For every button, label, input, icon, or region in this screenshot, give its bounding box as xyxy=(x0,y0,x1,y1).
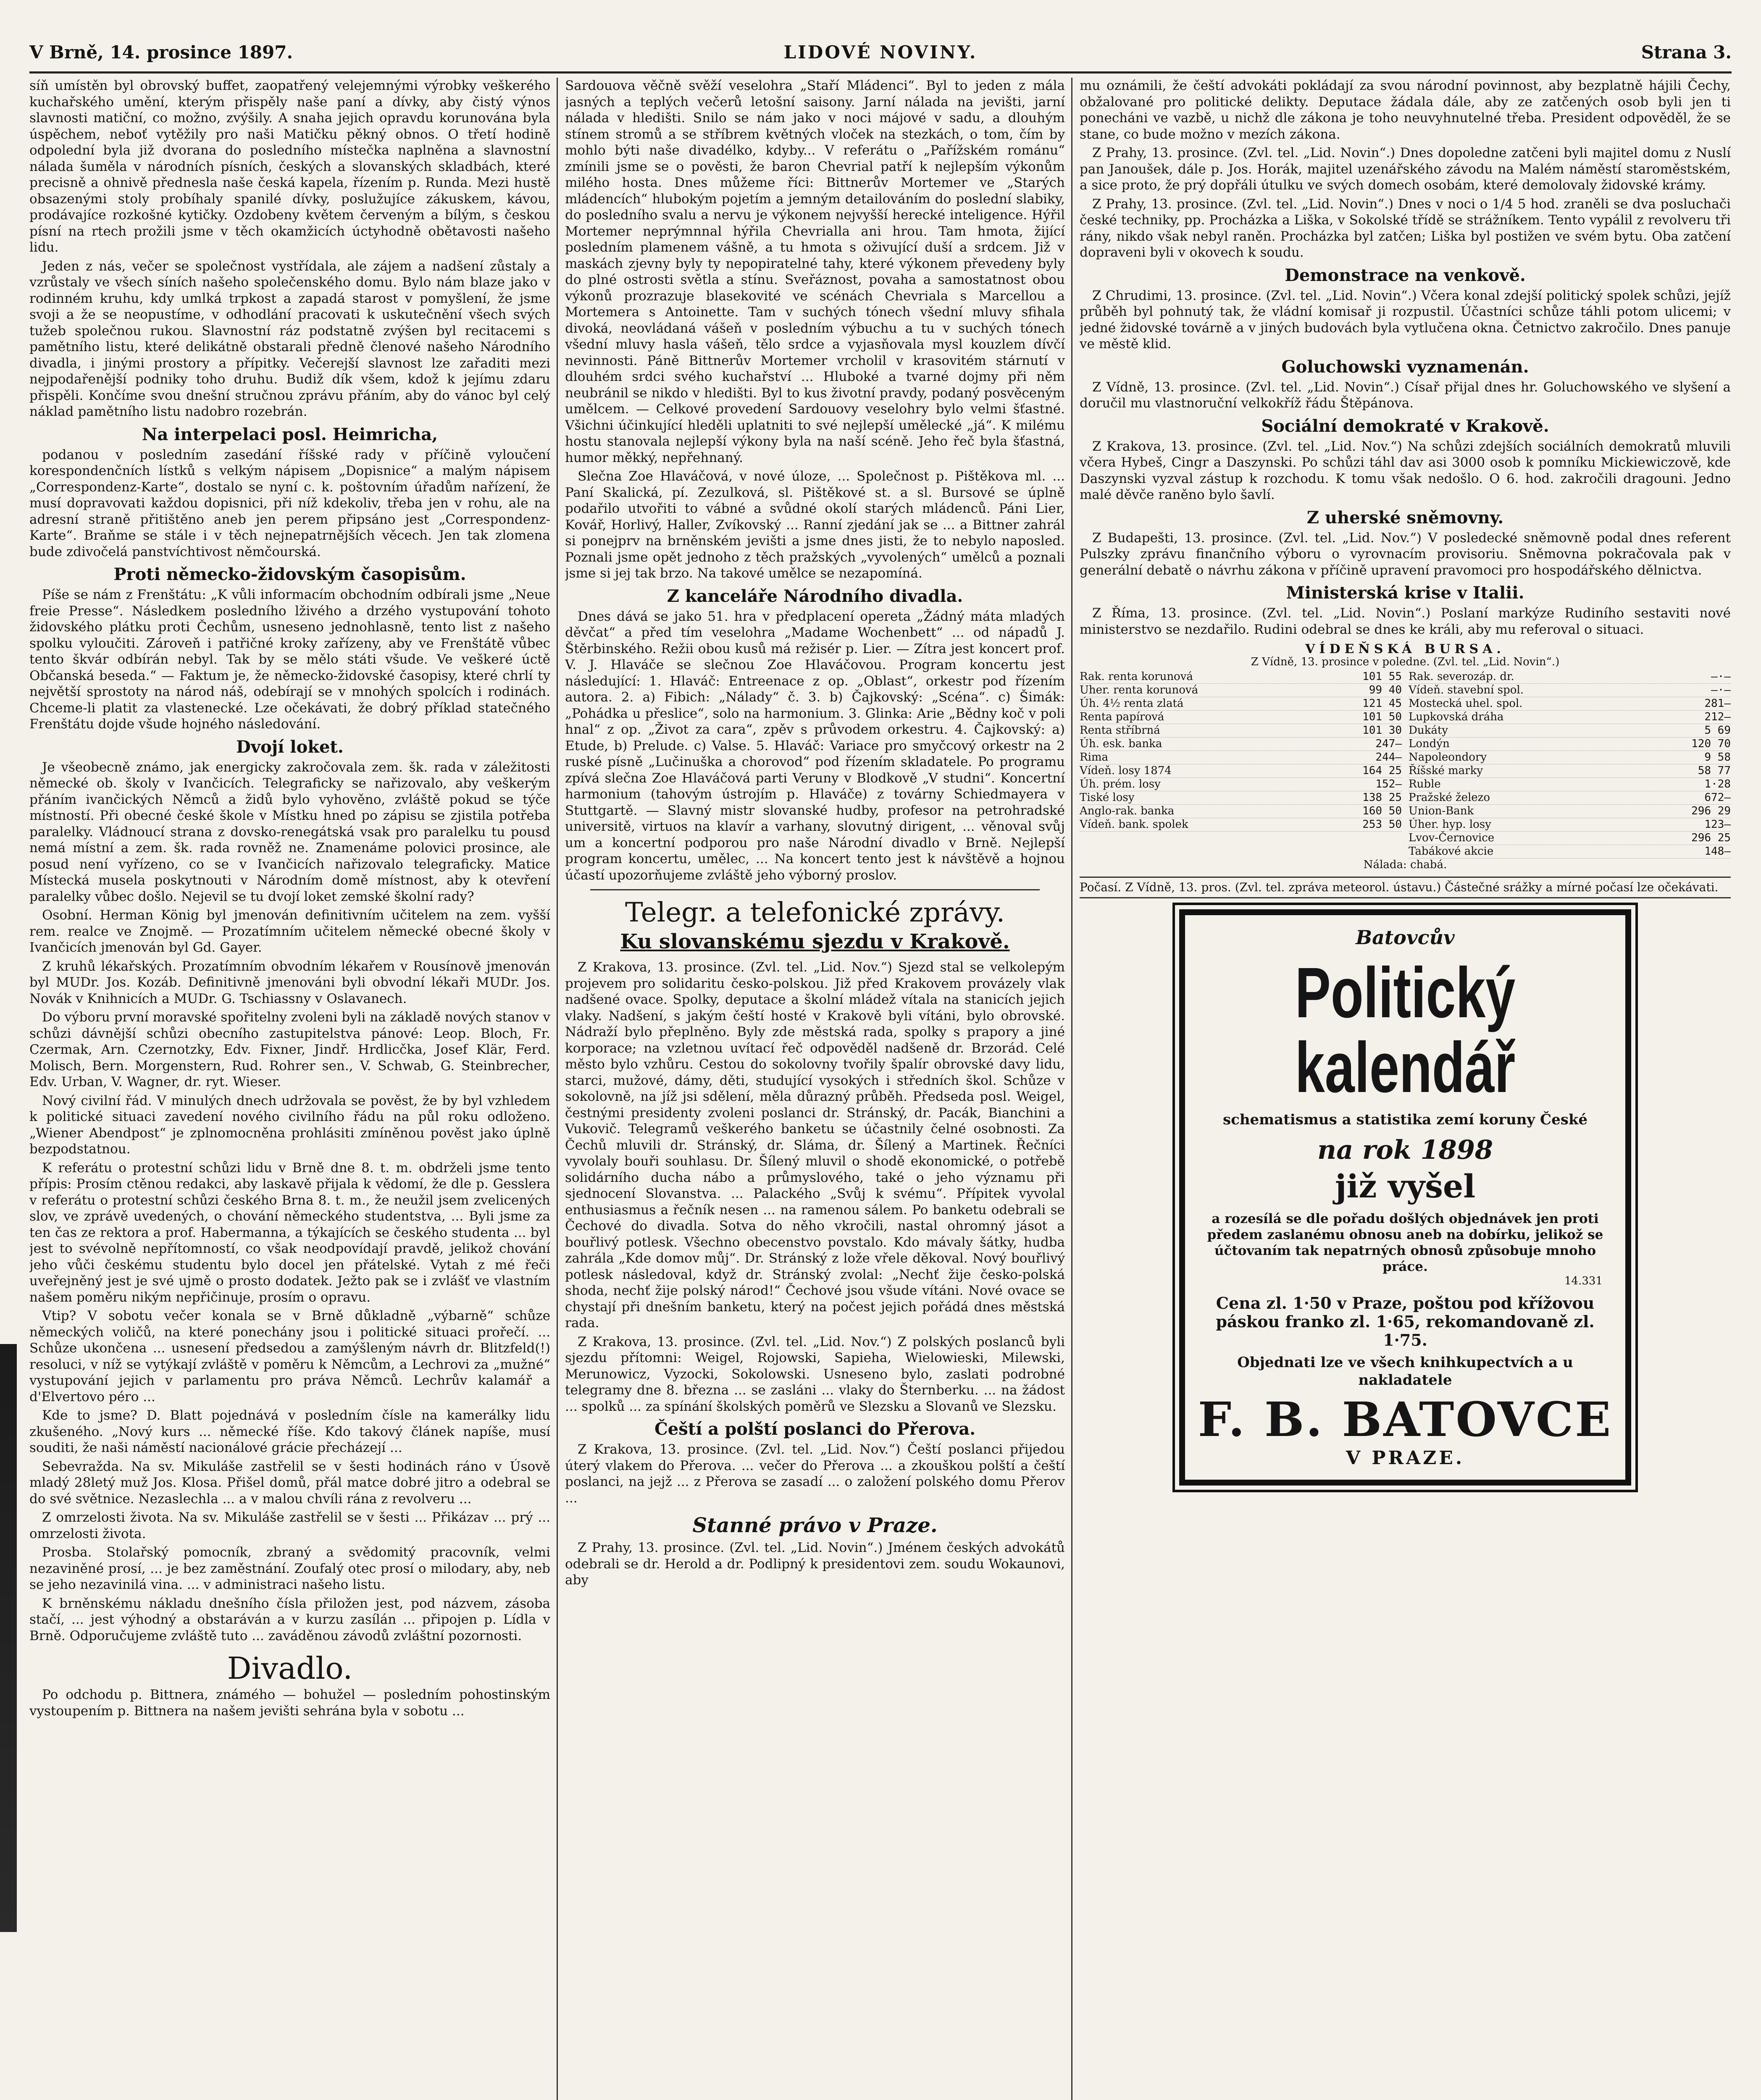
bursa-item-name: Renta papírová xyxy=(1080,711,1164,723)
article-paragraph: Z Prahy, 13. prosince. (Zvl. tel. „Lid. Novin“.) Dnes dopoledne zatčeni byli majitel domu z Nuslí pan Janoušek, dále p. Jos. Horák, majitel uzenářského závodu na Malém náměstí staroměstském, a sice proto, že prý dopřáli útulku ve svých domech osobám, které demolovaly židovské krámy. xyxy=(1080,145,1731,193)
article-heading: Goluchowski vyznamenán. xyxy=(1281,357,1529,377)
article-paragraph: Je všeobecně známo, jak energicky zakročovala zem. šk. rada v záležitosti německé ob. školy v Ivančicích. Telegraficky se nařizovalo, aby veškerým přáním ivančických Němců a židů bylo vyhověno, zvláště pokud se týče místností. Při obecné české škole v Místku hned po zápisu se zjistila potřeba paralelky. Vládnoucí strana z dovsko-renegátská vsak pro paralelku tu pousd nemá místní a zem. šk. rada rovněž ne. Znamenáme polovici prosince, ale posud není vyřízeno, co se v Ivančicích nařizovalo telegraficky. Matice Místecká musela poskytnouti v Národním domě místnost, aby k otevření paralelky vůbec došlo. Nejevil se tu dvojí loket zemské školní rady? xyxy=(29,759,550,904)
bursa-item-value: 121 45 xyxy=(1362,697,1402,710)
bursa-item-name: Lupkovská dráha xyxy=(1409,711,1504,723)
bursa-row xyxy=(1409,764,1731,778)
ad-reference-number: 14.331 xyxy=(1564,1275,1603,1287)
news-item: Prosba. Stolařský pomocník, zbraný a svědomitý pracovník, velmi nezaviněné prosí, ... je bez zaměstnání. Zoufalý otec prosí o milodary, aby, neb se jeho nezavinilá vina. ... v administraci našeho listu. xyxy=(29,1545,550,1592)
bursa-item-value: 296 29 xyxy=(1691,805,1731,817)
bursa-row xyxy=(1409,805,1731,818)
bursa-item-name: Napoleondory xyxy=(1409,751,1487,764)
bursa-row xyxy=(1080,711,1402,724)
bursa-item-value: 9 58 xyxy=(1704,751,1731,764)
ad-year: na rok 1898 xyxy=(1317,1134,1493,1165)
bursa-item-name: Ruble xyxy=(1409,778,1441,790)
ad-terms: a rozesílá se dle pořadu došlých objednávek jen proti předem zaslanému obnosu aneb na dobírku, jelikož se účtovaním tak nepatrných obnosů způsobuje mnoho práce. xyxy=(1207,1211,1603,1274)
bursa-item-name: Dukáty xyxy=(1409,724,1448,737)
bursa-item-value: 281— xyxy=(1704,697,1731,710)
bursa-item-value: 1·28 xyxy=(1704,778,1731,790)
bursa-row xyxy=(1080,684,1402,697)
bursa-item-value: 5 69 xyxy=(1704,724,1731,737)
bursa-item-value: 101 50 xyxy=(1362,711,1402,723)
news-item: Z kruhů lékařských. Prozatímním obvodním lékařem v Rousínově jmenován byl MUDr. Jos. Kozáb. Definitivně jmenováni byli obvodní lékaři MUDr. Jos. Novák v Knihnicích a MUDr. G. Tschiassny v Oslavanech. xyxy=(29,958,550,1006)
bursa-row xyxy=(1409,751,1731,764)
ad-ordering: Objednati lze ve všech knihkupectvích a u nakladatele xyxy=(1237,1354,1573,1389)
article-heading: Demonstrace na venkově. xyxy=(1285,265,1526,285)
bursa-row xyxy=(1409,778,1731,791)
issue-date: V Brně, 14. prosince 1897. xyxy=(29,42,293,63)
bursa-row xyxy=(1409,738,1731,751)
ad-city: V PRAZE. xyxy=(1346,1447,1465,1469)
bursa-item-name: Vídeň. stavební spol. xyxy=(1409,684,1524,696)
column-divider xyxy=(557,78,558,2100)
bursa-item-value: 99 40 xyxy=(1369,684,1402,696)
bursa-row xyxy=(1409,845,1731,858)
article-paragraph: Sardouova věčně svěží veselohra „Staří Mládenci“. Byl to jeden z mála jasných a teplých večerů letošní saisony. Jarní nálada na jevišti, jarní nálada v hledišti. Snilo se nám jako v noci májové v sadu, a dlouhým stínem stromů a se stříbrem květných vloček na stezkách, o tom, čím by mohlo býti naše divadélko, kdyby... V referátu o „Pařížském románu“ zmínili jsme se o pověsti, že baron Chevrial patří k nejlepším výkonům milého hosta. Dnes můžeme říci: Bittnerův Mortemer ve „Starých mládencích“ hlubokým pojetím a jemným detailováním do poslední slabiky, do posledního svalu a nervu je výkonem nejvyšší herecké inteligence. Hýřil Mortemer neprýmnnal hýřila Chevrialla ani hrou. Tam hmota, žijící posledním plamenem vášně, a tu hmota s oživující duší a srdcem. Již v maskách zjevny byly ty nepopiratelné tahy, které výkonem převedeny byly do plné ostrosti světla a stínu. Sveřáznost, povaha a samostatnost obou výkonů prozrazuje blasekovité ve scénách Chevriala s Marcellou a Mortemera s Antoinette. Tam v suchých tónech všední mluvy sfihala divoká, neovládaná vášeň v posledním výbuchu a tu v suchých tónech všední mluvy hasla vášeň, tělo srdce a vyjasňovala mysl kouzlem dívčí nevinnosti. Páně Bittnerův Mortemer vrcholil v krasovitém stárnutí v dlouhém srdci svého kuchařství ... Hluboké a tvarné dojmy při něm neubránil se nikdo v hledišti. Byl to kus životní pravdy, podaný posvěceným umělcem. — Celkové provedení Sardouovy veselohry bylo velmi šťastné. Všichni účinkující hleděli uplatniti to své nejlepší umělecké „já“. K milému hostu stanovala nejlepší výkony byla na naší scéně. Jeho řeč byla šťastná, humor měkký, nepřehnaný. xyxy=(565,78,1065,465)
page-number: Strana 3. xyxy=(1641,42,1732,63)
bursa-item-value: —·— xyxy=(1711,670,1731,683)
bursa-row xyxy=(1080,818,1402,832)
bursa-item-value: 247— xyxy=(1375,738,1402,750)
binding-shadow xyxy=(0,1344,17,1932)
column-right xyxy=(1080,78,1731,2100)
bursa-item-name: Tiské losy xyxy=(1080,791,1135,804)
column-left xyxy=(29,78,550,2100)
bursa-row xyxy=(1409,711,1731,724)
news-item: Nový civilní řád. V minulých dnech udržovala se pověst, že by byl vzhledem k politické situaci zavedení nového civilního řádu na půl roku odloženo. „Wiener Abendpost“ je zplnomocněna prohlásiti zmíněnou pověst jako úplně bezpodstatnou. xyxy=(29,1093,550,1157)
bursa-item-name: Úh. prém. losy xyxy=(1080,778,1161,790)
article-paragraph: podanou v posledním zasedání říšské rady v příčině vyloučení korespondenčních lístků s velkým nápisem „Dopisnice“ a malým nápisem „Correspondenz-Karte“, dostalo se nyní c. k. poštovním úřadům nařízení, že musí dopravovati každou dopisnici, při níž kdekoliv, třeba jen v rohu, ale na adresní straně přitištěno aneb jen perem připsáno jest „Correspondenz-Karte“. Braňme se stále i v těch nejnepatrnějších věcech. Jen tak zlomena bude zdivočelá panstvíchtivost němčourská. xyxy=(29,447,550,559)
news-item: Osobní. Herman König byl jmenován definitivním učitelem na zem. vyšší rem. realce ve Znojmě. — Prozatímním učitelem německé obecné školy v Ivančicích jmenován byl Gd. Gayer. xyxy=(29,908,550,955)
article-paragraph: Slečna Zoe Hlaváčová, v nové úloze, ... Společnost p. Pištěkova ml. ... Paní Skalická, pí. Zezulková, sl. Pištěkové st. a sl. Bursové se úplně podařilo utvořiti to vábné a svůdné okolí starých mládenců. Páni Lier, Kovář, Horlivý, Haller, Zvíkovský ... Ranní zjedání jak se ... a Bittner zahrál si ponejprv na brněnském jevišti a jsme dnes jisti, že to nebylo naposled. Poznali jsme opět jednoho z těch pražských „vyvolených“ umělců a poznali jsme si jej tak brzo. Na takové umělce se nezapomíná. xyxy=(565,469,1065,581)
bursa-item-name: Tabákové akcie xyxy=(1409,845,1494,858)
article-paragraph: Z Vídně, 13. prosince. (Zvl. tel. „Lid. Novin“.) Císař přijal dnes hr. Goluchowského ve slyšení a doručil mu vlastnoruční velkokříž řádu Štěpánova. xyxy=(1080,379,1731,411)
ad-price: Cena zl. 1·50 v Praze, poštou pod křížovou páskou franko zl. 1·65, rekomandovaně zl. 1·75. xyxy=(1216,1294,1595,1349)
bursa-item-name: Úh. 4½ renta zlatá xyxy=(1080,697,1184,710)
bursa-row xyxy=(1080,738,1402,751)
calendar-advertisement xyxy=(1179,909,1631,1486)
article-heading: Ku slovanskému sjezdu v Krakově. xyxy=(620,930,1010,953)
article-heading: Sociální demokraté v Krakově. xyxy=(1261,416,1549,436)
bursa-column-left xyxy=(1080,670,1402,858)
bursa-item-name: Uher. renta korunová xyxy=(1080,684,1199,696)
article-paragraph: Z Krakova, 13. prosince. (Zvl. tel. „Lid. Nov.“) Z polských poslanců byli sjezdu přítomni: Weigel, Rojowski, Sapieha, Wielowieski, Milewski, Merunowicz, Vyzocki, Sokolowski. Usneseno bylo, zaslati podrobné telegramy dne 8. března ... se zasláni ... vlaky do Šternberku. ... na žádost ... spolků ... za spínání školských poměrů ve Slezsku a Slovanů ve Slezsku. xyxy=(565,1334,1065,1414)
bursa-item-value: 244— xyxy=(1375,751,1402,764)
bursa-row xyxy=(1409,724,1731,738)
bursa-title: VÍDEŇSKÁ BURSA. xyxy=(1305,642,1505,656)
article-heading: Z uherské sněmovny. xyxy=(1306,507,1504,528)
article-paragraph: Po odchodu p. Bittnera, známého — bohužel — posledním pohostinským vystoupením p. Bittnera na našem jevišti sehrána byla v sobotu ... xyxy=(29,1687,550,1719)
bursa-item-value: 672— xyxy=(1704,791,1731,804)
article-heading: Na interpelaci posl. Heimricha, xyxy=(142,424,438,444)
bursa-item-name: Vídeň. bank. spolek xyxy=(1080,818,1188,831)
bursa-mood: Nálada: chabá. xyxy=(1363,858,1447,871)
running-head xyxy=(29,38,1732,74)
bursa-item-value: 253 50 xyxy=(1362,818,1402,831)
article-paragraph: Dnes dává se jako 51. hra v předplacení opereta „Žádný máta mladých děvčat“ a před tím veselohra „Madame Wochenbett“ ... od nápadů J. Štěrbinského. Režii obou kusů má režisér p. Lier. — Zítra jest koncert prof. V. J. Hlaváče se slečnou Zoe Hlaváčovou. Program koncertu jest následující: 1. Hlaváč: Entreenace z op. „Oblast“, orkestr pod řízením autora. 2. a) Fibich: „Nálady“ č. 3. b) Čajkovský: „Scéna“. c) Šimák: „Pohádka u přeslice“, solo na harmonium. 3. Glinka: Arie „Bědny koč v poli hnal“ z op. „Život za cara“, zpěv s průvodem orkestru. 4. Čajkovský: a) Etude, b) Prelude. c) Valse. 5. Hlaváč: Variace pro smyčcový orkestr na 2 ruské písně „Lučinuška a chorovod“ pod řízením skladatele. Po programu zpívá slečna Zoe Hlaváčová parti Veruny v Blodkově „V studni“. Koncertní harmonium (tahovým ústrojím p. Hlaváče) z továrny Schiedmayera v Stuttgartě. — Slavný mistr slovanské hudby, profesor na petrohradské universitě, virtuos na klavír a varhany, slovutný dirigent, ... věnoval svůj um a koncertní podporou pro naše Národní divadlo v Brně. Nejlepší program koncertu, umělec, ... Na koncert tento jest k návštěvě a hojnou účastí upozorňujeme zvláště jeho výborný proslov. xyxy=(565,609,1065,883)
news-item: Z omrzelosti života. Na sv. Mikuláše zastřelil se v šesti ... Přikázav ... prý ... omrzelosti života. xyxy=(29,1510,550,1541)
weather-report: Počasí. Z Vídně, 13. pros. (Zvl. tel. zpráva meteorol. ústavu.) Částečné srážky a mírné počasí lze očekávati. xyxy=(1080,877,1731,898)
bursa-item-name: Říšské marky xyxy=(1409,764,1483,777)
bursa-item-name: Mostecká uhel. spol. xyxy=(1409,697,1523,710)
bursa-column-right xyxy=(1409,670,1731,858)
ad-title-line1: Politický xyxy=(1295,953,1516,1033)
article-paragraph: Z Krakova, 13. prosince. (Zvl. tel. „Lid. Nov.“) Na schůzi zdejších sociálních demokratů mluvili včera Hybeš, Cingr a Daszynski. Po schůzi táhl dav asi 3000 osob k pomníku Mickiewiczově, kde Daszynski vyzval zástup k rozchodu. K tomu však nedošlo. O 6. hod. zakročili dragouni. Jedno malé děvče raněno bylo šavlí. xyxy=(1080,438,1731,502)
bursa-row xyxy=(1080,670,1402,684)
bursa-row xyxy=(1409,832,1731,845)
article-paragraph: síň umístěn byl obrovský buffet, zaopatřený velejemnými výrobky veškerého kuchařského umění, kterým přispěly naše paní a dívky, aby čistý výnos slavnosti matiční, co možno, zvýšily. A snaha jejich opravdu korunována byla úspěchem, neboť vytěžily pro naši Matičku pěkný obnos. O třetí hodině odpolední byla již dvorana do posledního místečka naplněna a slavnostní nálada šuměla v národních písních, českých a slovanských skladbách, které precisně a ohnivě přednesla naše česká kapela, řízením p. Runda. Mezi hustě obsazenými stoly probíhaly spanilé dívky, poslužujíce zákuskem, kávou, prodávajíce rozkošné kytičky. Ozdobeny květem červeným a bílým, s českou písní na rtech prožili jsme v těch okamžicích úctyhodně obětavosti našeho lidu. xyxy=(29,78,550,255)
article-paragraph: Z Chrudimi, 13. prosince. (Zvl. tel. „Lid. Novin“.) Včera konal zdejší politický spolek schůzi, jejíž průběh byl pohnutý tak, že vládní komisař ji rozpustil. Účastníci schůze táhli potom ulicemi; v jedné židovské továrně a v jiných budovách byla vytlučena okna. Četnictvo zakročilo. Dnes panuje ve městě klid. xyxy=(1080,288,1731,352)
bursa-row xyxy=(1080,751,1402,764)
masthead-title: LIDOVÉ NOVINY. xyxy=(783,42,978,63)
bursa-row xyxy=(1080,778,1402,791)
stock-exchange-table xyxy=(1080,643,1731,872)
ad-released: již vyšel xyxy=(1335,1168,1476,1205)
section-heading-telegrams: Telegr. a telefonické zprávy. xyxy=(625,897,1005,928)
section-divider xyxy=(590,889,1040,890)
bursa-row xyxy=(1080,764,1402,778)
ad-publisher: F. B. BATOVCE xyxy=(1198,1392,1613,1447)
article-heading: Ministerská krise v Italii. xyxy=(1286,583,1524,603)
bursa-item-value: 164 25 xyxy=(1362,764,1402,777)
bursa-item-value: 296 25 xyxy=(1691,832,1731,844)
bursa-item-name: Renta stříbrná xyxy=(1080,724,1160,737)
bursa-item-value: 160 50 xyxy=(1362,805,1402,817)
article-paragraph: Z Prahy, 13. prosince. (Zvl. tel. „Lid. Novin“.) Dnes v noci o 1/4 5 hod. zraněli se dva posluchači české techniky, pp. Procházka a Liška, v Sokolské třídě se strážníkem. Tento vypálil z revolveru tři rány, nikdo však nebyl raněn. Procházka byl zatčen; Liška byl postižen ve svém bytu. Oba zatčení dopraveni byli v okovech k soudu. xyxy=(1080,196,1731,260)
ad-title-line2: kalendář xyxy=(1295,1028,1516,1108)
news-item: Do výboru první moravské spořitelny zvoleni byli na základě nových stanov v schůzi dávnější schůzi obecního zastupitelstva pánové: Leop. Bloch, Fr. Czermak, Arn. Czernotzky, Edv. Fixner, Jindř. Hrdlicčka, Josef Klär, Ferd. Molisch, Bern. Morgenstern, Rud. Rohrer sen., V. Schwab, G. Steinbrecher, Edv. Urban, V. Wagner, dr. ryt. Wieser. xyxy=(29,1010,550,1089)
news-item: K brněnskému nákladu dnešního čísla přiložen jest, pod názvem, zásoba stačí, ... jest výhodný a obstaráván a v kurzu zasílán ... připojen p. Lídla v Brně. Odporučujeme zvláště tuto ... zaváděnou závodů zvláštní pozornosti. xyxy=(29,1596,550,1643)
bursa-item-value: 138 25 xyxy=(1362,791,1402,804)
article-paragraph: Z Říma, 13. prosince. (Zvl. tel. „Lid. Novin“.) Poslaní markýze Rudiního sestaviti nové ministerstvo se nezdařilo. Rudini odebral se dnes ke králi, aby mu referoval o situaci. xyxy=(1080,606,1731,637)
bursa-item-value: 58 77 xyxy=(1698,764,1731,777)
bursa-row xyxy=(1409,818,1731,832)
article-heading: Čeští a polští poslanci do Přerova. xyxy=(654,1419,976,1439)
bursa-row xyxy=(1080,697,1402,711)
article-paragraph: Z Prahy, 13. prosince. (Zvl. tel. „Lid. Novin“.) Jménem českých advokátů odebrali se dr. Herold a dr. Podlipný k presidentovi zem. soudu Wokaunovi, aby xyxy=(565,1540,1065,1588)
article-heading: Proti německo-židovským časopisům. xyxy=(113,564,466,584)
bursa-item-value: 212— xyxy=(1704,711,1731,723)
bursa-row xyxy=(1080,791,1402,805)
section-heading-theatre: Divadlo. xyxy=(227,1651,353,1686)
bursa-row xyxy=(1409,791,1731,805)
bursa-item-name: Rak. severozáp. dr. xyxy=(1409,670,1514,683)
bursa-row xyxy=(1080,805,1402,818)
article-paragraph: Z Budapešti, 13. prosince. (Zvl. tel. „Lid. Nov.“) V posledecké sněmovně podal dnes referent Pulszky zprávu finančního výboru o vyrovnacím provisoriu. Sněmovna pokračovala pak v generální debatě o návrhu zákona v příčině upravení pravomoci pro hospodářského dělnictva. xyxy=(1080,530,1731,578)
bursa-item-value: 152— xyxy=(1375,778,1402,790)
bursa-item-name: Anglo-rak. banka xyxy=(1080,805,1175,817)
article-paragraph: Jeden z nás, večer se společnost vystřídala, ale zájem a nadšení zůstaly a vzrůstaly ve všech síních našeho společenského domu. Bylo nám blaze jako v rodinném kruhu, kdy umlká trpkost a zapadá starost v pomyšlení, že jsme svoji a že se neopustíme, v odhodlání pracovati k uskutečnění všech svých tužeb společnou rukou. Slavnostní ráz podstatně zvýšen byl recitacemi s pamětního listu, které delikátně obstarali předně členové našeho Národního divadla, i jinými prostory a přípitky. Večerejší slavnost lze zařaditi mezi nejpodařenější podniky toho druhu. Budiž dík všem, kdož k jejímu zdaru přispěli. Končíme svou dnešní stručnou zprávu přáním, aby do vánoc byl celý náklad pamětního listu nadobro rozebrán. xyxy=(29,258,550,419)
ad-publisher-name: Batovcův xyxy=(1356,926,1455,949)
bursa-item-value: 123— xyxy=(1704,818,1731,831)
bursa-item-name: Úh. esk. banka xyxy=(1080,738,1162,750)
bursa-row xyxy=(1080,724,1402,738)
column-middle xyxy=(565,78,1065,2100)
bursa-item-name: Londýn xyxy=(1409,738,1450,750)
bursa-subtitle: Z Vídně, 13. prosince v poledne. (Zvl. tel. „Lid. Novin“.) xyxy=(1251,656,1560,668)
bursa-item-name: Úher. hyp. losy xyxy=(1409,818,1491,831)
news-item: Vtip? V sobotu večer konala se v Brně důkladně „výbarně“ schůze německých voličů, na které ponechány jsou i politické situaci prořečí. ... Schůze ukončena ... usnesení předsedou a zamýšleným návrh dr. Blitzfeld(!) resoluci, v níž se vytýkají zvláště v poměru k Němcům, a Lechrovi za „mužné“ vystupování jejich v parlamentu pro práva Němců. Lechrův kalamář a d'Elvertovo péro ... xyxy=(29,1308,550,1404)
bursa-row xyxy=(1409,670,1731,684)
article-paragraph: Píše se nám z Frenštátu: „K vůli informacím obchodním odbírali jsme „Neue freie Presse“. Následkem posledního lživého a drzého vystupování tohoto židovského plátku proti Čechům, usneseno jednohlasně, tento list z našeho spolku vyloučiti. Zároveň i patřičné kroky zařízeny, aby ve Frenštátě vůbec tento škvár odbírán nebyl. Tak by se mělo státi všude. Ve veškeré úctě Občanská beseda.“ — Faktum je, že německo-židovské časopisy, které chrlí ty největší sprostoty na národ náš, odebírají se v mnohých spolcích i rodinách. Chceme-li platit za vlastenecké. Lze očekávati, že dobrý příklad statečného Frenštátu dojde všude hojného následování. xyxy=(29,587,550,732)
article-paragraph: mu oznámili, že čeští advokáti pokládají za svou národní povinnost, aby bezplatně hájili Čechy, obžalované pro politické delikty. Deputace žádala dále, aby ze zatčených osob byli jen ti ponecháni ve vazbě, u nichž dle zákona je toho neuvyhnutelné třeba. President odpověděl, že se stane, co bude možno v mezích zákona. xyxy=(1080,78,1731,142)
bursa-item-value: 101 55 xyxy=(1362,670,1402,683)
bursa-item-value: 148— xyxy=(1704,845,1731,858)
bursa-item-name: Pražské železo xyxy=(1409,791,1490,804)
bursa-row xyxy=(1409,697,1731,711)
bursa-row xyxy=(1409,684,1731,697)
bursa-item-value: 101 30 xyxy=(1362,724,1402,737)
ad-subtitle: schematismus a statistika zemí koruny České xyxy=(1222,1111,1588,1128)
bursa-item-value: 120 70 xyxy=(1691,738,1731,750)
article-paragraph: Z Krakova, 13. prosince. (Zvl. tel. „Lid. Nov.“) Sjezd stal se velkolepým projevem pro solidaritu česko-polskou. Již před Krakovem provázely vlak nadšené ovace. Spolky, deputace a školní mládež vítala na stanicích jejich vlaky. Nadšení, s jakým čeští hosté v Krakově byli vítáni, bylo obrovské. Nádraží bylo přeplněno. Byly zde městská rada, spolky s prapory a jiné korporace; na vzletnou uvítací řeč odpověděl nadšeně dr. Brzorád. Celé město bylo vzhůru. Cestou do sokolovny tvořily špalír obrovské davy lidu, starci, mužové, dámy, děti, studující vysokých i středních škol. Schůze v sokolovně, na jíž jsi sdělení, měla důrazný průběh. Předseda posl. Weigel, čestnými presidenty zvoleni poslanci dr. Stránský, dr. Pacák, Bianchini a Vukovič. Telegramů veškerého banketu se účastnily čelné osobnosti. Za Čechů mluvili dr. Stránský, dr. Sláma, dr. Šílený a Martinek. Řečníci vyvolaly bouři souhlasu. Dr. Šílený mluvil o shodě ekonomické, o potřebě solidárního ducha nábo a průmyslového, také o jeho významu při sjednocení Slovanstva. ... Palackého „Svůj k svému“. Přípitek vyvolal enthusiasmus a řečník nesen ... na ramenou sálem. Po banketu odebrali se Čechové do divadla. Sotva do něho vkročili, nastal ohromný jásot a bouřlivý potlesk. Všechno obecenstvo povstalo. Kdo mávaly šátky, hudba zahrála „Kde domov můj“. Dr. Stránský z lože vřele děkoval. Nový bouřlivý potlesk následoval, když dr. Stránský zvolal: „Nechť žije česko-polská shoda, nechť žije polský národ!“ Čechové jsou všude vítáni. Nové ovace se chystají při dnešním banketu, který na počest jejich pořádá dnes městská rada. xyxy=(565,960,1065,1331)
bursa-item-value: —·— xyxy=(1711,684,1731,696)
bursa-item-name: Lvov-Černovice xyxy=(1409,832,1495,844)
article-heading: Dvojí loket. xyxy=(236,737,344,757)
bursa-item-name: Rak. renta korunová xyxy=(1080,670,1193,683)
article-paragraph: Z Krakova, 13. prosince. (Zvl. tel. „Lid. Nov.“) Čeští poslanci přijedou úterý vlakem do Přerova. ... večer do Přerova ... a zkouškou polští a čeští poslanci, na jejž ... z Přerova se zasadí ... o založení polského domu Přerov ... xyxy=(565,1442,1065,1506)
news-item: Kde to jsme? D. Blatt pojednává v posledním čísle na kamerálky lidu zkušeného. „Nový kurs ... německé říše. Kdo takový článek napíše, musí souditi, že naši náměstí nacionálové grácie přecházejí ... xyxy=(29,1408,550,1455)
article-heading: Stanné právo v Praze. xyxy=(692,1514,938,1537)
bursa-item-name: Rima xyxy=(1080,751,1109,764)
article-heading: Z kanceláře Národního divadla. xyxy=(667,586,963,606)
news-item: Sebevražda. Na sv. Mikuláše zastřelil se v šesti hodinách ráno v Úsově mladý 28letý muž Jos. Klosa. Přišel domů, přál matce dobré jitro a odebral se do své světnice. Nezaslechla ... a v malou chvíli rána z revolveru ... xyxy=(29,1459,550,1507)
bursa-item-name: Union-Bank xyxy=(1409,805,1474,817)
column-divider xyxy=(1071,78,1072,2100)
news-item: K referátu o protestní schůzi lidu v Brně dne 8. t. m. obdrželi jsme tento přípis: Prosím ctěnou redakci, aby laskavě přijala k vědomí, že dle p. Gesslera v referátu o protestní schůzi českého Brna 8. t. m., že neužil jsem zvelicených slov, ve zprávě uvedených, o chování německého studentstva, ... Byli jsme za ten čas ze rektora a prof. Habermanna, a týkajících se českého studenta ... byl jest to svévolně nepřítomností, co však neodpovídají pravdě, jelikož chování jeho vůči českému studentu bylo docel jen přátelské. Vytah z mé řeči uveřejněný jest je své ujmě o prosto dodatek. Ježto pak se i zvlášť ve vlastním našem poměru nikým nepřičinuje, prosím o opravu. xyxy=(29,1160,550,1305)
bursa-grid xyxy=(1080,670,1731,858)
bursa-item-name: Vídeň. losy 1874 xyxy=(1080,764,1172,777)
